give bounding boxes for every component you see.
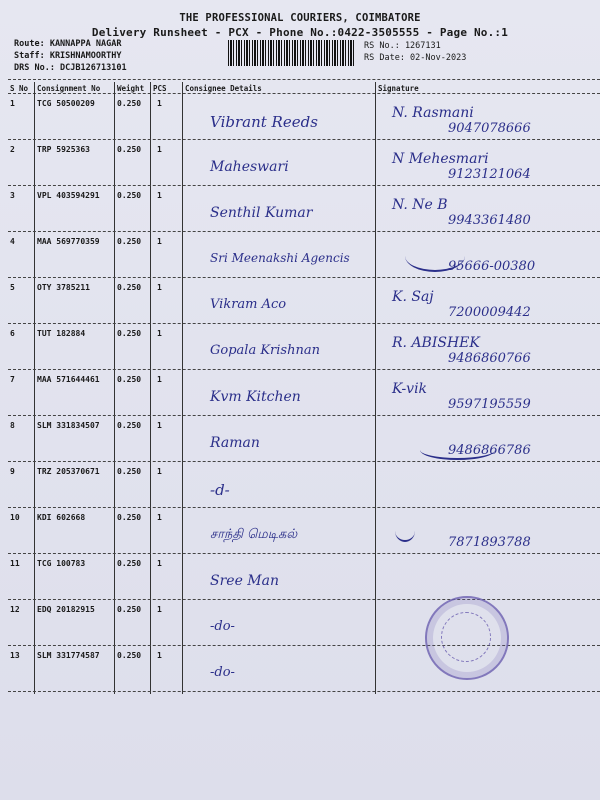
column-divider: [114, 82, 115, 694]
row-signature: K-vik: [392, 381, 428, 397]
row-phone: 7200009442: [448, 305, 531, 320]
signature-scribble: [405, 240, 465, 272]
row-consignment-no: VPL 403594291: [37, 191, 100, 200]
row-consignment-no: TCG 100783: [37, 559, 86, 568]
col-header-weight: Weight: [117, 84, 145, 93]
row-weight: 0.250: [117, 329, 142, 338]
row-weight: 0.250: [117, 421, 142, 430]
row-weight: 0.250: [117, 513, 142, 522]
row-consignee: Sri Meenakshi Agencis: [210, 251, 350, 265]
row-divider: [8, 691, 600, 692]
row-consignment-no: SLM 331834507: [37, 421, 100, 430]
row-pcs: 1: [157, 375, 162, 384]
barcode: [228, 40, 356, 66]
row-signature: N Mehesmari: [392, 151, 489, 167]
row-consignee: -do-: [210, 619, 235, 634]
row-pcs: 1: [157, 283, 162, 292]
row-phone: 9486860766: [448, 351, 531, 366]
col-header-consignment: Consignment No: [37, 84, 101, 93]
row-signature: N. Ne B: [392, 197, 448, 213]
row-sno: 2: [10, 145, 15, 154]
row-consignment-no: TRZ 205370671: [37, 467, 100, 476]
row-weight: 0.250: [117, 375, 142, 384]
row-consignee: Maheswari: [210, 159, 289, 175]
row-consignee: -d-: [210, 481, 230, 499]
row-sno: 13: [10, 651, 20, 660]
row-divider: [8, 185, 600, 186]
row-phone: 9123121064: [448, 167, 531, 182]
column-divider: [34, 82, 35, 694]
row-consignee: Vibrant Reeds: [210, 113, 318, 131]
row-sno: 7: [10, 375, 15, 384]
row-consignment-no: TRP 5925363: [37, 145, 90, 154]
row-phone: 9597195559: [448, 397, 531, 412]
column-divider: [375, 82, 376, 694]
courier-stamp: [425, 596, 509, 680]
stamp-inner-ring: [441, 612, 491, 662]
row-signature: R. ABISHEK: [392, 335, 480, 351]
row-divider: [8, 599, 600, 600]
row-consignment-no: EDQ 20182915: [37, 605, 95, 614]
header-top-rule: [8, 79, 600, 80]
header-bottom-rule: [8, 93, 600, 94]
runsheet-subtitle: Delivery Runsheet - PCX - Phone No.:0422-3505555 - Page No.:1: [91, 26, 509, 39]
row-signature: N. Rasmani: [392, 105, 474, 121]
row-pcs: 1: [157, 99, 162, 108]
drs-label: DRS No.: DCJB126713101: [14, 63, 127, 73]
row-phone: 95666-00380: [448, 259, 536, 274]
row-consignee: Gopala Krishnan: [210, 343, 320, 358]
row-divider: [8, 323, 600, 324]
row-sno: 9: [10, 467, 15, 476]
row-pcs: 1: [157, 145, 162, 154]
row-pcs: 1: [157, 605, 162, 614]
row-consignment-no: MAA 569770359: [37, 237, 100, 246]
row-weight: 0.250: [117, 605, 142, 614]
row-sno: 6: [10, 329, 15, 338]
row-sno: 5: [10, 283, 15, 292]
row-consignee: சாந்தி மெடிகல்: [210, 527, 298, 542]
row-weight: 0.250: [117, 651, 142, 660]
row-pcs: 1: [157, 421, 162, 430]
row-pcs: 1: [157, 191, 162, 200]
col-header-signature: Signature: [378, 84, 419, 93]
company-title: THE PROFESSIONAL COURIERS, COIMBATORE: [179, 12, 421, 24]
row-consignee: Sree Man: [210, 573, 280, 589]
row-divider: [8, 369, 600, 370]
row-consignee: Raman: [210, 435, 260, 451]
row-consignment-no: TUT 182884: [37, 329, 86, 338]
col-header-sno: S No: [10, 84, 29, 93]
column-divider: [182, 82, 183, 694]
rs-date: RS Date: 02-Nov-2023: [364, 53, 467, 63]
row-phone: 7871893788: [448, 535, 531, 550]
row-divider: [8, 507, 600, 508]
row-pcs: 1: [157, 467, 162, 476]
row-consignment-no: KDI 602668: [37, 513, 86, 522]
row-consignee: Kvm Kitchen: [210, 389, 301, 405]
signature-scribble: [420, 440, 495, 460]
row-consignment-no: MAA 571644461: [37, 375, 100, 384]
row-consignee: Vikram Aco: [210, 297, 287, 312]
rs-number: RS No.: 1267131: [364, 41, 441, 51]
row-divider: [8, 553, 600, 554]
row-consignment-no: TCG 50500209: [37, 99, 95, 108]
row-consignment-no: OTY 3785211: [37, 283, 90, 292]
row-pcs: 1: [157, 513, 162, 522]
row-sno: 10: [10, 513, 20, 522]
route-label: Route: KANNAPPA NAGAR: [14, 39, 122, 49]
row-sno: 3: [10, 191, 15, 200]
row-weight: 0.250: [117, 99, 142, 108]
row-pcs: 1: [157, 237, 162, 246]
row-weight: 0.250: [117, 559, 142, 568]
row-weight: 0.250: [117, 237, 142, 246]
row-consignee: -do-: [210, 665, 235, 680]
row-divider: [8, 645, 600, 646]
row-signature: K. Saj: [392, 289, 434, 305]
row-weight: 0.250: [117, 283, 142, 292]
row-divider: [8, 231, 600, 232]
row-phone: 9943361480: [448, 213, 531, 228]
col-header-pcs: PCS: [153, 84, 167, 93]
row-consignment-no: SLM 331774587: [37, 651, 100, 660]
row-sno: 8: [10, 421, 15, 430]
column-divider: [150, 82, 151, 694]
row-pcs: 1: [157, 559, 162, 568]
row-weight: 0.250: [117, 145, 142, 154]
row-sno: 1: [10, 99, 15, 108]
row-weight: 0.250: [117, 467, 142, 476]
row-pcs: 1: [157, 329, 162, 338]
row-consignee: Senthil Kumar: [210, 205, 313, 221]
signature-scribble: [395, 520, 415, 542]
row-divider: [8, 139, 600, 140]
row-divider: [8, 461, 600, 462]
row-phone: 9047078666: [448, 121, 531, 136]
row-divider: [8, 277, 600, 278]
row-sno: 12: [10, 605, 20, 614]
row-weight: 0.250: [117, 191, 142, 200]
staff-label: Staff: KRISHNAMOORTHY: [14, 51, 122, 61]
row-divider: [8, 415, 600, 416]
row-pcs: 1: [157, 651, 162, 660]
row-phone: 9486866786: [448, 443, 531, 458]
row-sno: 11: [10, 559, 20, 568]
row-sno: 4: [10, 237, 15, 246]
col-header-consignee: Consignee Details: [185, 84, 262, 93]
